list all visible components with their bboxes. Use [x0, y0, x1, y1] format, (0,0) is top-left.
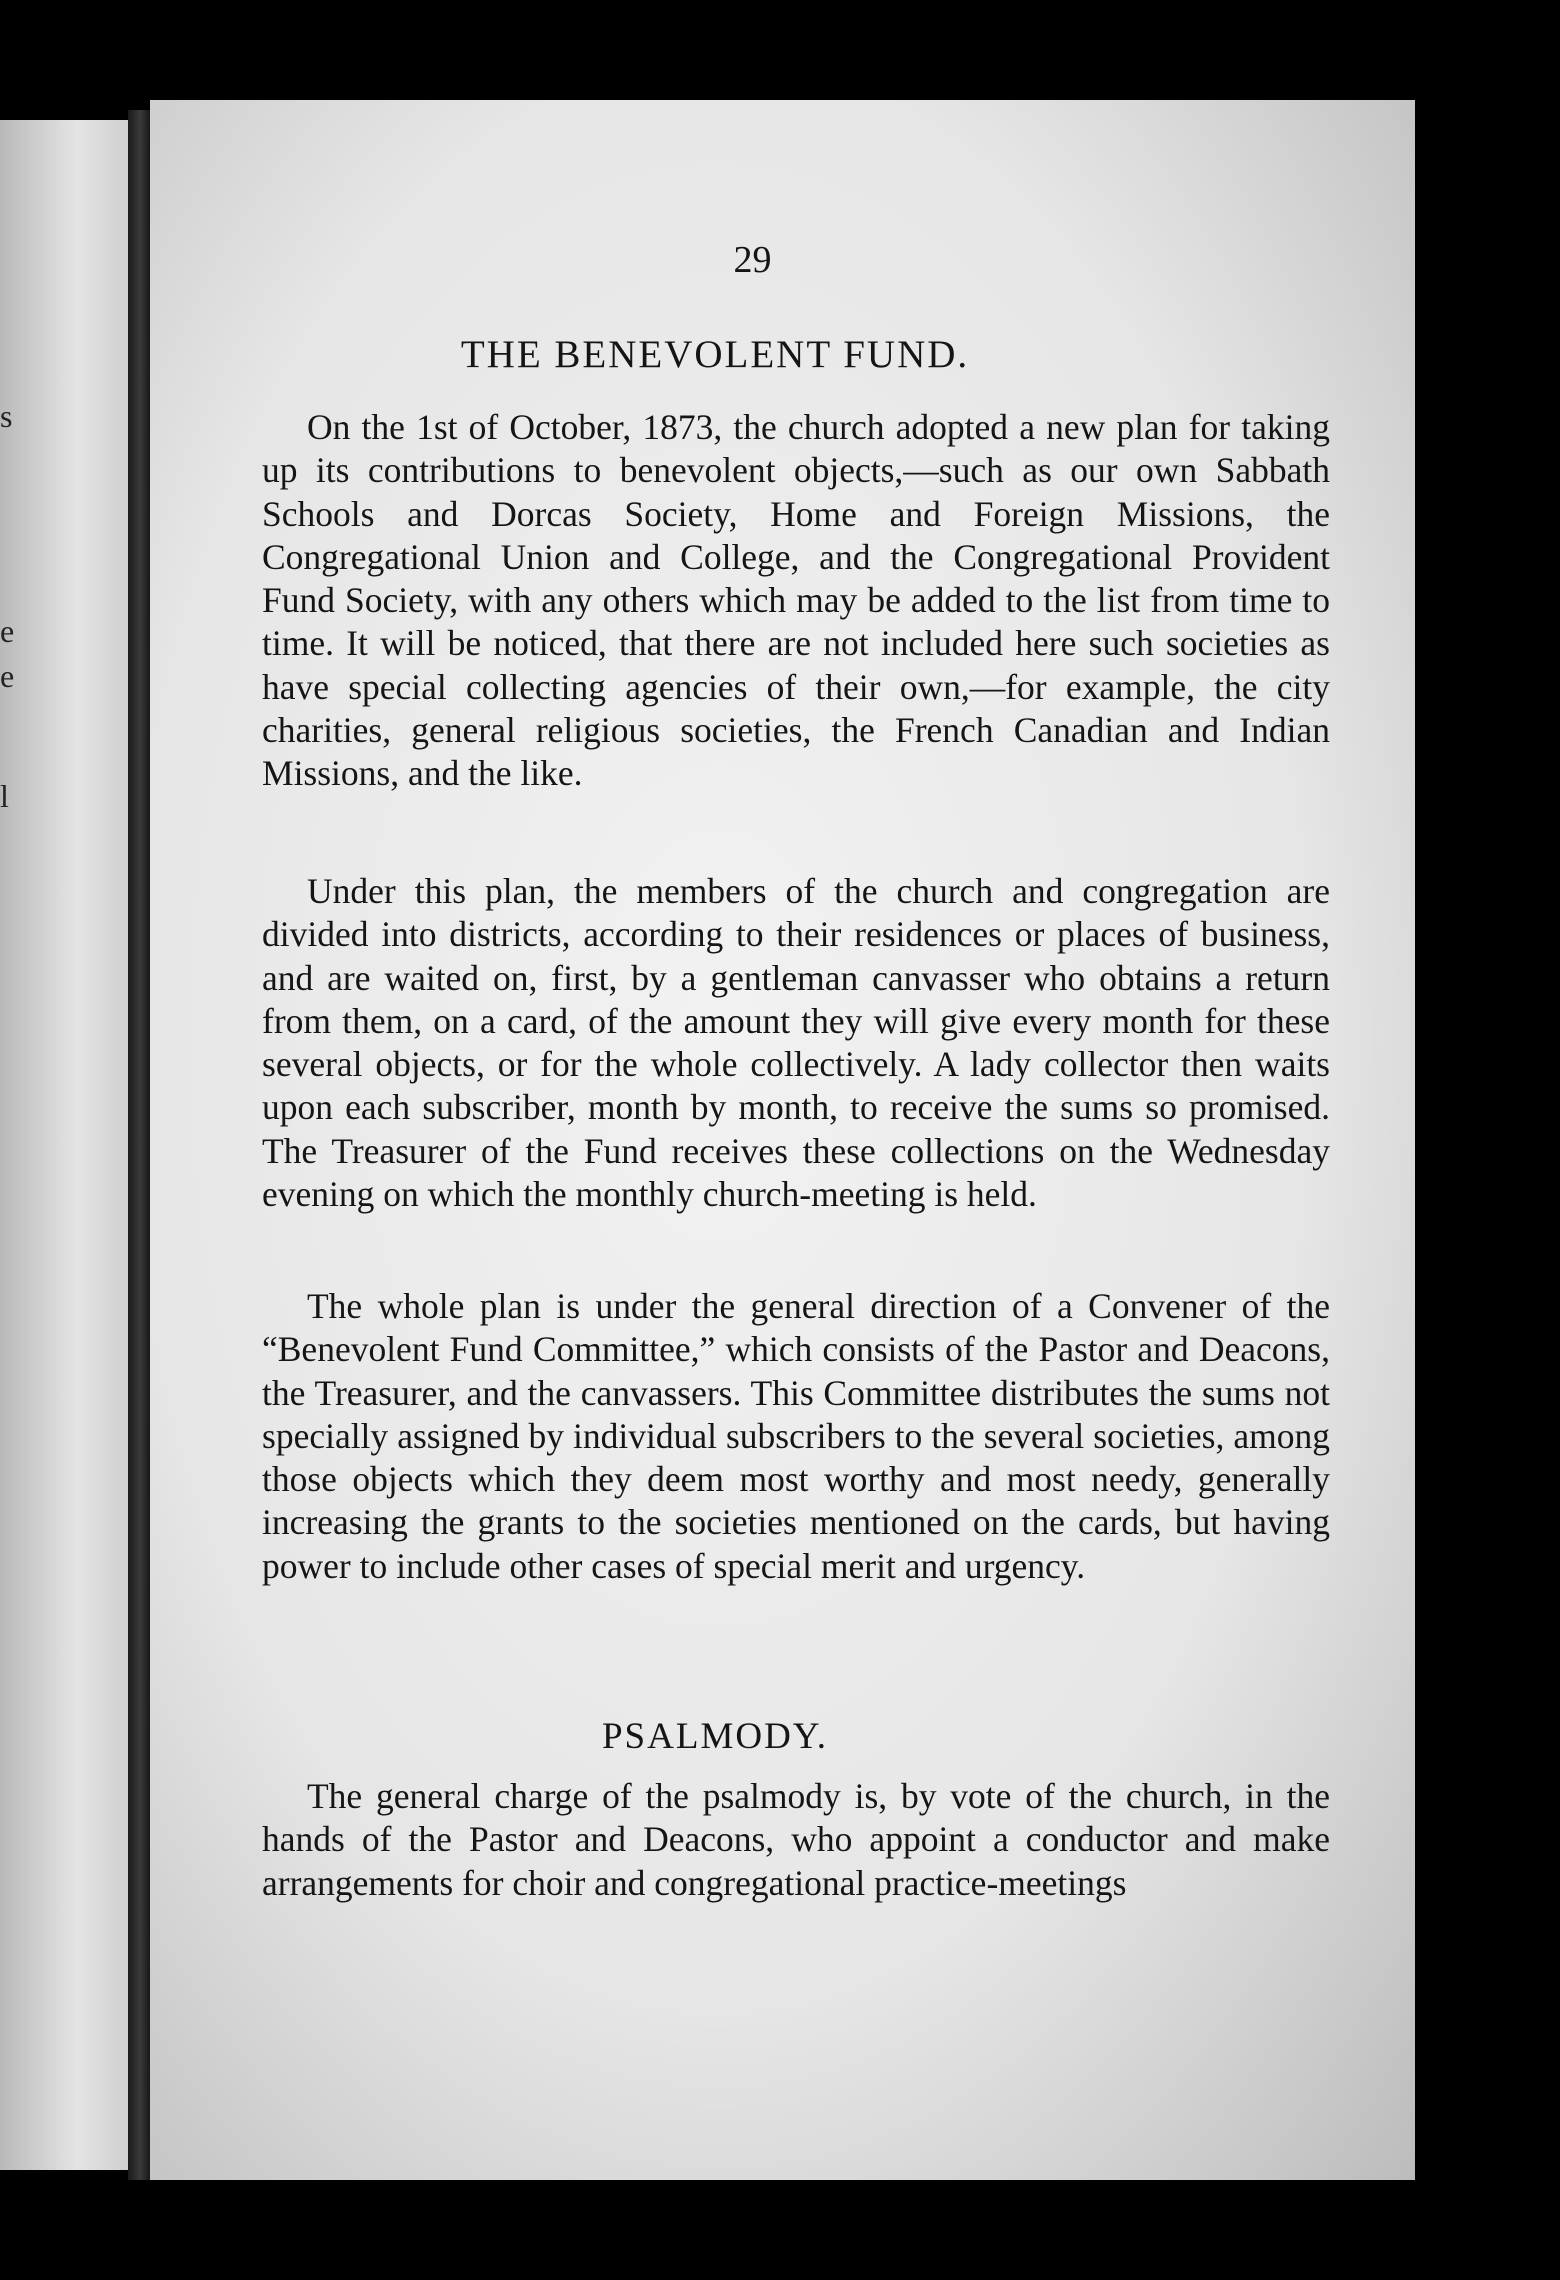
fragment-letter: s — [0, 398, 13, 434]
paragraph: The general charge of the psalmody is, by vote of the church, in the hands of the Pastor and Deacons, who appoint a conductor and make arrangements for choir and congregational practice-meetings — [262, 1776, 1330, 1903]
paragraph: On the 1st of October, 1873, the church adopted a new plan for taking up its contributions to benevolent objects,—such as our own Sabbath Schools and Dorcas Society, Home and Foreign Missions, the Congregational Union and College, and the Congregational Provident Fund Society, with any others which may be added to the list from time to time. It will be noticed, that there are not included here such societies as have special collecting agencies of their own,—for example, the city charities, general religious societies, the French Canadian and Indian Missions, and the like. — [262, 407, 1330, 794]
page-number: 29 — [733, 239, 772, 281]
fragment-letter: e — [0, 613, 15, 649]
book-binding-gutter — [128, 110, 152, 2180]
paragraph: The whole plan is under the general direction of a Convener of the “Benevolent Fund Committee,” which consists of the Pastor and Deacons, the Treasurer, and the canvassers. This Committee distributes the sums not specially assigned by individual subscribers to the several societies, among those objects which they deem most worthy and most needy, generally increasing the grants to the societies mentioned on the cards, but having power to include other cases of special merit and urgency. — [262, 1286, 1330, 1586]
fragment-letter: l — [0, 778, 9, 814]
section-heading-psalmody: PSALMODY. — [601, 1716, 829, 1757]
facing-page-edge — [0, 120, 128, 2170]
section-heading-benevolent-fund: THE BENEVOLENT FUND. — [460, 333, 970, 376]
book-page — [150, 100, 1415, 2180]
fragment-letter: e — [0, 658, 15, 694]
facing-page-text-fragments — [0, 120, 30, 2170]
paragraph: Under this plan, the members of the church and congregation are divided into districts, according to their residences or places of business, and are waited on, first, by a gentleman canvasser who obtains a return from them, on a card, of the amount they will give every month for these several objects, or for the whole collectively. A lady collector then waits upon each subscriber, month by month, to receive the sums so promised. The Treasurer of the Fund receives these collections on the Wednesday evening on which the monthly church-meeting is held. — [262, 871, 1330, 1215]
